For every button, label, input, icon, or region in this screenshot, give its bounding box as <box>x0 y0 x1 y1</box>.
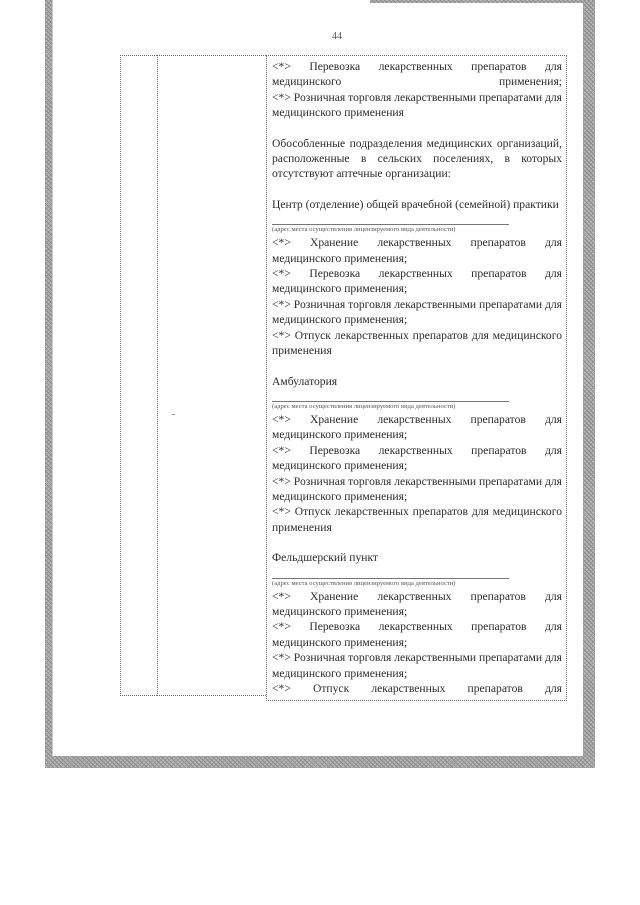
address-caption: (адрес места осуществления лицензируемого вида деятельности) <box>272 402 456 410</box>
activity-item: <*> Хранение лекарственных препаратов для медицинского применения; <box>272 589 562 618</box>
activity-item: <*> Отпуск лекарственных препаратов для медицинского применения <box>272 505 562 534</box>
activity-item: <*> Перевозка лекарственных препаратов для медицинского применения; <box>272 443 562 473</box>
subdivision-title: Центр (отделение) общей врачебной (семейной) практики <box>272 197 559 211</box>
address-line <box>272 401 509 402</box>
activity-item: <*> Розничная торговля лекарственными препаратами для медицинского применения; <box>272 474 562 503</box>
spacer <box>272 359 562 374</box>
page-edge-line <box>52 0 53 756</box>
table-column-activities <box>266 55 567 701</box>
activity-item: <*> Перевозка лекарственных препаратов для медицинского применения; <box>272 620 562 649</box>
spacer <box>272 535 562 550</box>
activity-item: <*> Розничная торговля лекарственными препаратами для медицинского применения; <box>272 297 562 327</box>
scan-shadow-top <box>370 0 595 3</box>
scan-artifact <box>172 414 175 415</box>
activity-item: <*> Отпуск лекарственных препаратов для медицинского применения <box>272 328 562 358</box>
address-caption: (адрес места осуществления лицензируемого вида деятельности) <box>272 226 456 234</box>
subdivision-title: Фельдшерский пункт <box>272 551 378 565</box>
scan-shadow-right <box>583 0 595 768</box>
activity-item: <*> Розничная торговля лекарственными препаратами для медицинского применения; <box>272 651 562 680</box>
activity-item: <*> Розничная торговля лекарственными препаратами для медицинского применения <box>272 90 562 120</box>
activity-item: <*> Перевозка лекарственных препаратов для медицинского применения; <box>272 60 562 89</box>
spacer <box>272 182 562 197</box>
table-column-number <box>120 55 157 696</box>
license-table <box>120 55 567 701</box>
subdivision-title: Амбулатория <box>272 374 338 388</box>
section-intro: Обособленные подразделения медицинских организаций, расположенные в сельских поселениях, в которых отсутствуют аптечные организации: <box>272 136 562 181</box>
address-caption: (адрес места осуществления лицензируемого вида деятельности) <box>272 579 456 587</box>
address-line <box>272 578 509 579</box>
activity-item: <*> Хранение лекарственных препаратов для медицинского применения; <box>272 236 562 265</box>
scan-shadow-bottom <box>45 756 595 768</box>
activity-item: <*> Перевозка лекарственных препаратов для медицинского применения; <box>272 267 562 296</box>
address-line <box>272 224 509 225</box>
activity-item: <*> Отпуск лекарственных препаратов для <box>272 682 562 695</box>
table-column-name <box>157 55 266 696</box>
spacer <box>272 121 562 136</box>
scan-shadow-left <box>45 0 52 768</box>
page-number: 44 <box>332 31 342 42</box>
activity-item: <*> Хранение лекарственных препаратов для медицинского применения; <box>272 412 562 442</box>
